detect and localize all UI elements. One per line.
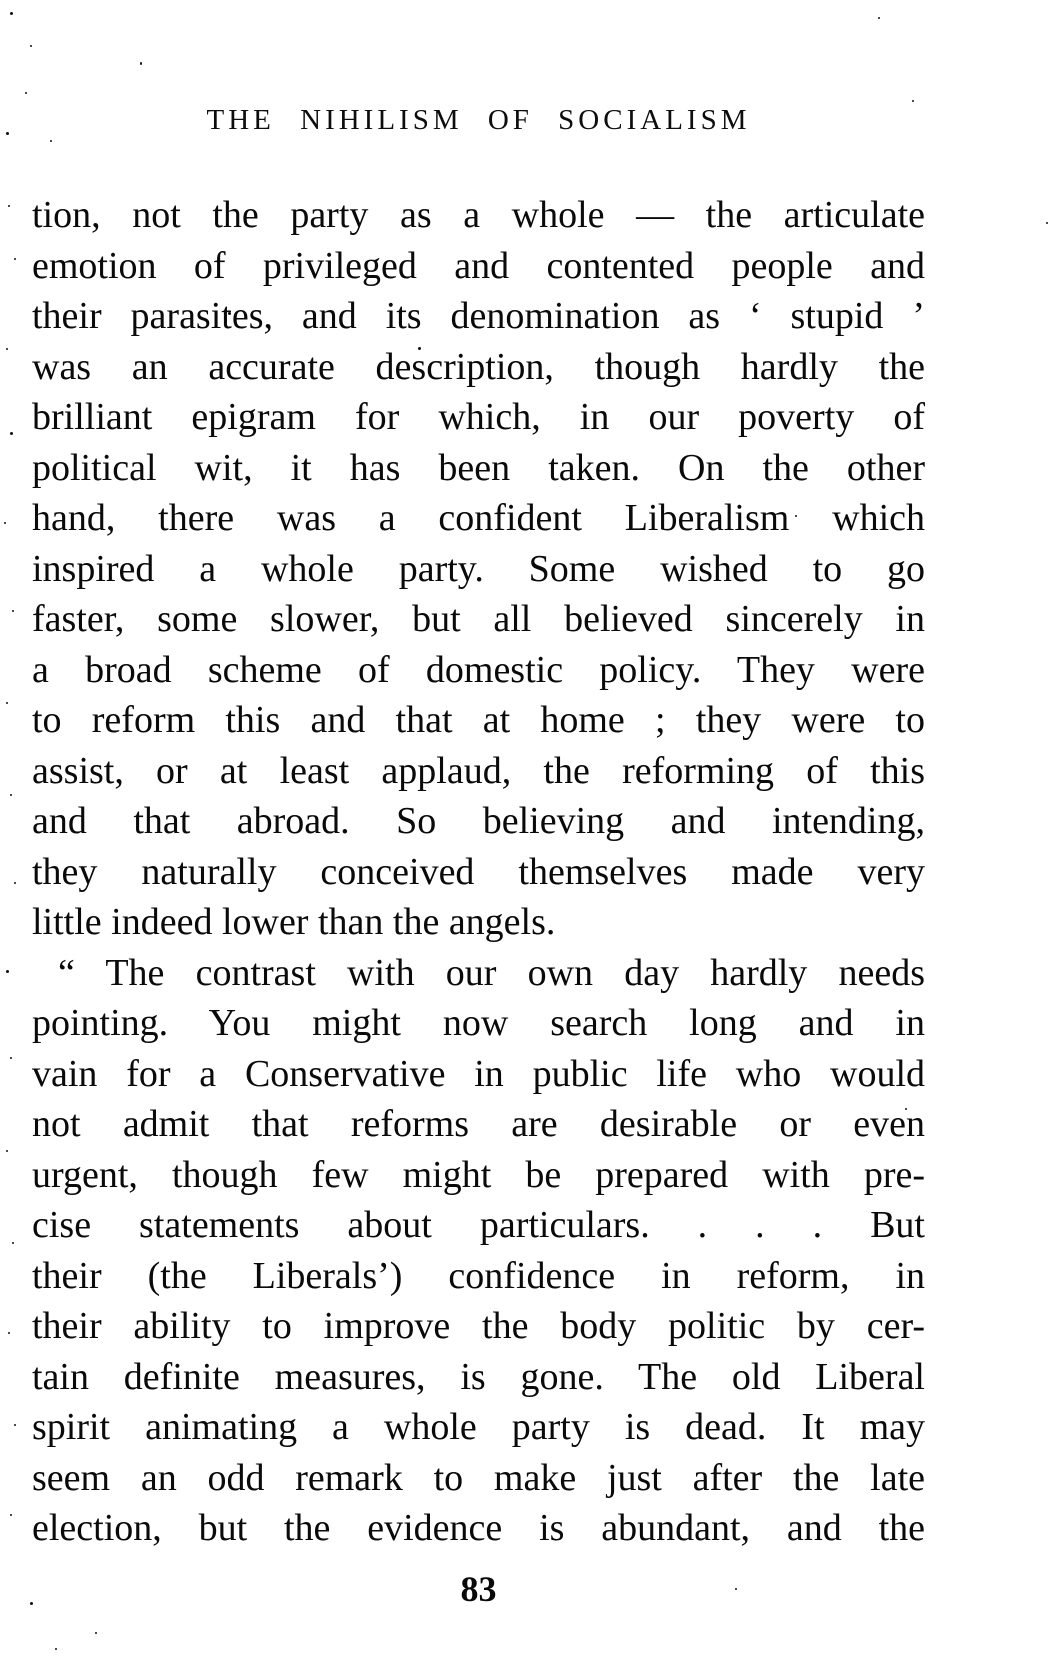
scan-speckle bbox=[140, 62, 142, 65]
scan-speckle bbox=[55, 1648, 57, 1650]
text-line: was an accurate description, though hardly the bbox=[32, 345, 925, 388]
text-line: their ability to improve the body politic by cer- bbox=[32, 1305, 925, 1347]
text-line: faster, some slower, but all believed sincerely in bbox=[32, 598, 925, 640]
scan-speckle bbox=[912, 100, 914, 102]
text-column bbox=[32, 190, 925, 1554]
scan-speckle bbox=[10, 1057, 12, 1059]
scan-speckle bbox=[4, 522, 6, 524]
scan-speckle bbox=[878, 17, 880, 19]
scan-speckle bbox=[95, 1632, 97, 1634]
text-line: hand, there was a confident Liberalism which bbox=[32, 497, 925, 539]
scan-speckle bbox=[6, 132, 9, 135]
text-line: not admit that reforms are desirable or even bbox=[32, 1103, 925, 1145]
text-line: they naturally conceived themselves made very bbox=[32, 850, 925, 893]
scan-speckle bbox=[6, 970, 9, 973]
text-line: election, but the evidence is abundant, and the bbox=[32, 1507, 925, 1549]
text-line: brilliant epigram for which, in our poverty of bbox=[32, 396, 925, 438]
scan-speckle bbox=[6, 702, 8, 704]
page-number: 83 bbox=[460, 1569, 497, 1609]
scan-speckle bbox=[30, 45, 32, 47]
scan-speckle bbox=[14, 258, 16, 260]
text-line: inspired a whole party. Some wished to go bbox=[32, 547, 925, 590]
text-line: vain for a Conservative in public life who would bbox=[32, 1052, 925, 1095]
scan-speckle bbox=[8, 1332, 10, 1334]
text-line: little indeed lower than the angels. bbox=[32, 901, 556, 943]
scan-speckle bbox=[6, 348, 8, 350]
running-header-title: THE NIHILISM OF SOCIALISM bbox=[206, 104, 751, 136]
text-line: “ The contrast with our own day hardly needs bbox=[58, 951, 925, 994]
text-line: political wit, it has been taken. On the other bbox=[32, 446, 925, 489]
text-line: pointing. You might now search long and in bbox=[32, 1002, 925, 1044]
scan-speckle bbox=[12, 1242, 14, 1244]
text-line: emotion of privileged and contented people and bbox=[32, 244, 925, 287]
text-line: tion, not the party as a whole — the articulate bbox=[32, 194, 925, 236]
scan-speckle bbox=[10, 794, 12, 796]
text-line: their parasites, and its denomination as ‘ stupid ’ bbox=[32, 295, 925, 337]
scan-speckle bbox=[1046, 222, 1048, 224]
scan-speckle bbox=[14, 1424, 16, 1426]
scan-speckle bbox=[14, 882, 16, 884]
text-line: to reform this and that at home ; they were to bbox=[32, 699, 925, 741]
scan-speckle bbox=[10, 1514, 12, 1516]
scan-speckle bbox=[50, 140, 52, 142]
text-line: seem an odd remark to make just after the late bbox=[32, 1456, 925, 1499]
scan-speckle bbox=[10, 432, 13, 435]
scan-speckle bbox=[25, 92, 27, 94]
text-line: spirit animating a whole party is dead. It may bbox=[32, 1406, 925, 1448]
text-line: their (the Liberals’) confidence in reform, in bbox=[32, 1254, 925, 1297]
text-line: urgent, though few might be prepared with pre- bbox=[32, 1153, 925, 1196]
text-line: and that abroad. So believing and intending, bbox=[32, 800, 925, 842]
scan-speckle bbox=[12, 610, 14, 612]
text-line: a broad scheme of domestic policy. They were bbox=[32, 648, 925, 691]
scan-speckle bbox=[8, 205, 10, 207]
scan-speckle bbox=[6, 1150, 8, 1152]
text-line: tain definite measures, is gone. The old Liberal bbox=[32, 1355, 925, 1398]
text-line: assist, or at least applaud, the reforming of this bbox=[32, 749, 925, 792]
scan-speckle bbox=[10, 12, 13, 15]
text-line: cise statements about particulars. . . . But bbox=[32, 1204, 925, 1246]
